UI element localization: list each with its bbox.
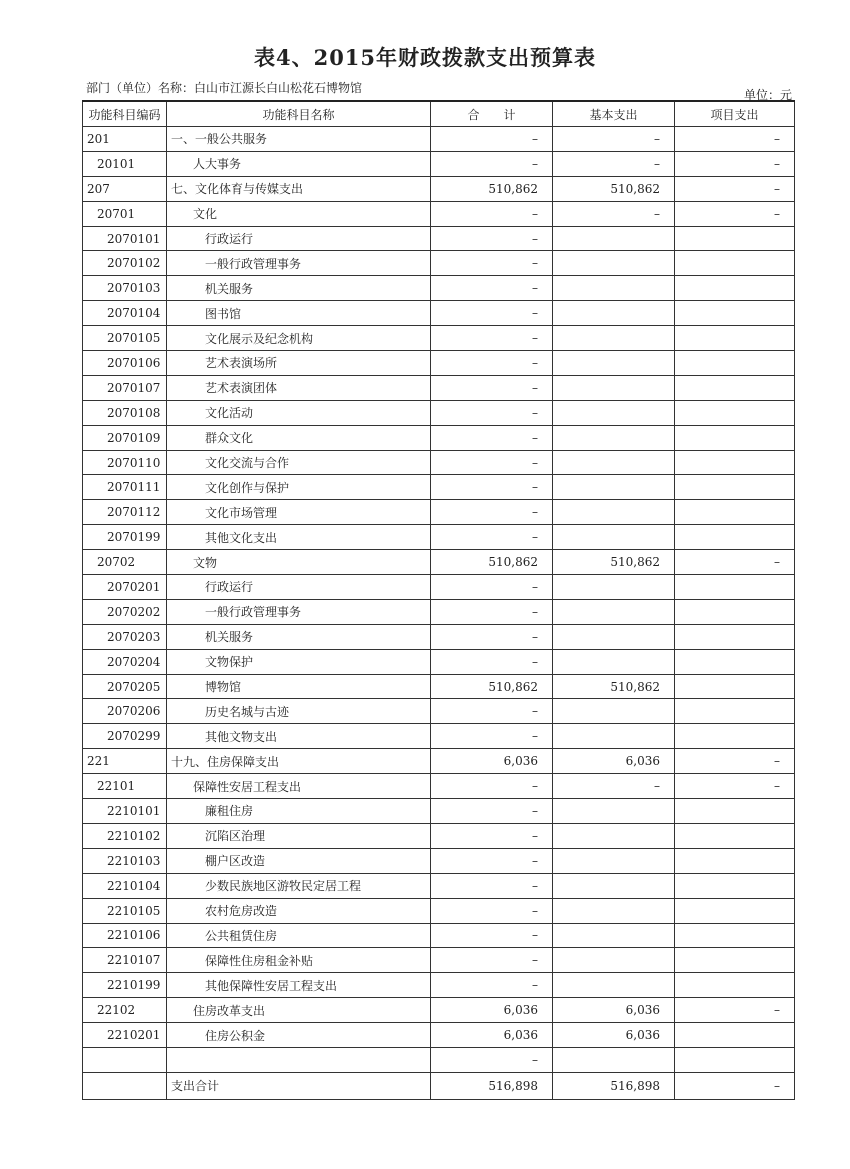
row-project [675, 624, 795, 649]
table-row [83, 400, 795, 425]
department-name: 部门（单位）名称：白山市江源长白山松花石博物馆 [86, 81, 363, 95]
row-code: 2070110 [83, 450, 167, 475]
table-row [83, 749, 795, 774]
row-code: 2070103 [83, 276, 167, 301]
row-project [675, 699, 795, 724]
row-name: 文化展示及纪念机构 [167, 326, 431, 351]
row-project [675, 400, 795, 425]
row-total: – [431, 948, 553, 973]
row-project [675, 450, 795, 475]
row-basic [553, 898, 675, 923]
row-project [675, 823, 795, 848]
row-project [675, 649, 795, 674]
row-basic [553, 351, 675, 376]
table-row [83, 973, 795, 998]
table-row [83, 575, 795, 600]
row-basic: – [553, 127, 675, 152]
row-total: 6,036 [431, 749, 553, 774]
table-row [83, 674, 795, 699]
total-label: 支出合计 [167, 1072, 431, 1099]
row-total: – [431, 475, 553, 500]
row-code: 2070299 [83, 724, 167, 749]
row-total: – [431, 699, 553, 724]
row-total: – [431, 226, 553, 251]
row-project: – [675, 774, 795, 799]
row-basic [553, 699, 675, 724]
row-basic: 6,036 [553, 998, 675, 1023]
header-project: 项目支出 [675, 101, 795, 127]
row-project [675, 948, 795, 973]
table-row [83, 1023, 795, 1048]
row-total: – [431, 500, 553, 525]
row-name: 保障性住房租金补贴 [167, 948, 431, 973]
budget-table [82, 100, 795, 1100]
row-basic [553, 500, 675, 525]
row-basic [553, 799, 675, 824]
row-code: 20701 [83, 201, 167, 226]
row-total: – [431, 599, 553, 624]
row-name: 文化活动 [167, 400, 431, 425]
row-project [675, 1047, 795, 1072]
header-basic: 基本支出 [553, 101, 675, 127]
table-row [83, 649, 795, 674]
total-basic: 516,898 [553, 1072, 675, 1099]
row-basic [553, 525, 675, 550]
table-row [83, 425, 795, 450]
total-row [83, 1072, 795, 1099]
row-name: 文化 [167, 201, 431, 226]
page-title: 表4、2015年财政拨款支出预算表 [253, 45, 597, 70]
row-code: 2070101 [83, 226, 167, 251]
row-basic [553, 301, 675, 326]
row-basic: 6,036 [553, 1023, 675, 1048]
row-code: 2070105 [83, 326, 167, 351]
row-basic: – [553, 201, 675, 226]
table-row [83, 823, 795, 848]
row-basic [553, 450, 675, 475]
table-header-row [83, 101, 795, 127]
row-basic: 6,036 [553, 749, 675, 774]
row-total: – [431, 724, 553, 749]
row-project [675, 848, 795, 873]
row-total: – [431, 251, 553, 276]
row-code: 2210107 [83, 948, 167, 973]
row-project: – [675, 998, 795, 1023]
row-code: 2070109 [83, 425, 167, 450]
row-code: 22102 [83, 998, 167, 1023]
row-total: – [431, 873, 553, 898]
row-name: 艺术表演场所 [167, 351, 431, 376]
row-name: 机关服务 [167, 624, 431, 649]
row-project [675, 500, 795, 525]
table-row [83, 450, 795, 475]
header-total: 合 计 [431, 101, 553, 127]
table-row [83, 226, 795, 251]
row-total: 510,862 [431, 674, 553, 699]
row-name: 艺术表演团体 [167, 375, 431, 400]
row-name: 文化创作与保护 [167, 475, 431, 500]
row-code: 2070107 [83, 375, 167, 400]
row-code: 207 [83, 176, 167, 201]
total-code [83, 1072, 167, 1099]
table-row [83, 475, 795, 500]
row-total: – [431, 848, 553, 873]
row-basic [553, 724, 675, 749]
row-project [675, 301, 795, 326]
row-code: 2210105 [83, 898, 167, 923]
row-name: 博物馆 [167, 674, 431, 699]
table-row [83, 923, 795, 948]
row-project: – [675, 201, 795, 226]
table-row [83, 848, 795, 873]
row-code: 221 [83, 749, 167, 774]
row-basic [553, 575, 675, 600]
table-row [83, 550, 795, 575]
row-code: 2210199 [83, 973, 167, 998]
row-name: 图书馆 [167, 301, 431, 326]
row-name: 行政运行 [167, 575, 431, 600]
row-project: – [675, 176, 795, 201]
row-project [675, 1023, 795, 1048]
row-name: 机关服务 [167, 276, 431, 301]
table-row [83, 500, 795, 525]
row-basic [553, 823, 675, 848]
row-basic: – [553, 774, 675, 799]
row-basic: 510,862 [553, 674, 675, 699]
row-name: 一、一般公共服务 [167, 127, 431, 152]
row-basic: – [553, 151, 675, 176]
row-code: 20702 [83, 550, 167, 575]
row-name: 文化交流与合作 [167, 450, 431, 475]
table-row [83, 599, 795, 624]
row-name [167, 1047, 431, 1072]
row-total: 510,862 [431, 176, 553, 201]
row-code: 2210102 [83, 823, 167, 848]
row-project [675, 599, 795, 624]
row-total: – [431, 127, 553, 152]
row-project [675, 425, 795, 450]
table-row [83, 724, 795, 749]
row-project [675, 674, 795, 699]
row-basic [553, 475, 675, 500]
row-basic [553, 375, 675, 400]
row-project [675, 923, 795, 948]
row-name: 文物 [167, 550, 431, 575]
currency-unit: 单位：元 [744, 88, 793, 102]
row-total: 6,036 [431, 1023, 553, 1048]
row-code: 22101 [83, 774, 167, 799]
row-code: 2070206 [83, 699, 167, 724]
header-name: 功能科目名称 [167, 101, 431, 127]
row-name: 人大事务 [167, 151, 431, 176]
table-row [83, 1047, 795, 1072]
row-project [675, 973, 795, 998]
row-project [675, 525, 795, 550]
table-row [83, 251, 795, 276]
table-row [83, 326, 795, 351]
row-code: 2210201 [83, 1023, 167, 1048]
row-name: 行政运行 [167, 226, 431, 251]
row-project [675, 251, 795, 276]
table-row [83, 774, 795, 799]
row-name: 文化市场管理 [167, 500, 431, 525]
row-code: 2070112 [83, 500, 167, 525]
row-basic [553, 848, 675, 873]
table-row [83, 525, 795, 550]
table-row [83, 375, 795, 400]
row-code: 20101 [83, 151, 167, 176]
row-basic: 510,862 [553, 550, 675, 575]
row-code: 2070104 [83, 301, 167, 326]
row-total: – [431, 1047, 553, 1072]
row-total: – [431, 649, 553, 674]
row-project: – [675, 151, 795, 176]
row-name: 文物保护 [167, 649, 431, 674]
row-total: – [431, 450, 553, 475]
table-row [83, 151, 795, 176]
row-basic [553, 1047, 675, 1072]
row-name: 其他文化支出 [167, 525, 431, 550]
row-code: 2070106 [83, 351, 167, 376]
row-total: – [431, 898, 553, 923]
row-project [675, 724, 795, 749]
row-basic [553, 326, 675, 351]
row-project [675, 575, 795, 600]
row-project [675, 873, 795, 898]
row-name: 廉租住房 [167, 799, 431, 824]
table-body [83, 127, 795, 1073]
table-row [83, 948, 795, 973]
row-name: 保障性安居工程支出 [167, 774, 431, 799]
row-total: – [431, 201, 553, 226]
row-project [675, 351, 795, 376]
table-row [83, 176, 795, 201]
row-basic [553, 973, 675, 998]
row-project [675, 375, 795, 400]
row-name: 住房公积金 [167, 1023, 431, 1048]
row-total: – [431, 351, 553, 376]
row-total: – [431, 301, 553, 326]
row-code: 2210106 [83, 923, 167, 948]
row-code: 2210101 [83, 799, 167, 824]
row-basic [553, 599, 675, 624]
row-code: 2070201 [83, 575, 167, 600]
row-total: – [431, 525, 553, 550]
row-code: 2070203 [83, 624, 167, 649]
table-row [83, 301, 795, 326]
row-name: 农村危房改造 [167, 898, 431, 923]
row-code: 201 [83, 127, 167, 152]
row-total: – [431, 624, 553, 649]
row-code [83, 1047, 167, 1072]
row-name: 一般行政管理事务 [167, 599, 431, 624]
row-project: – [675, 127, 795, 152]
row-project [675, 475, 795, 500]
row-code: 2070205 [83, 674, 167, 699]
row-basic [553, 649, 675, 674]
row-name: 棚户区改造 [167, 848, 431, 873]
row-name: 沉陷区治理 [167, 823, 431, 848]
row-basic [553, 276, 675, 301]
row-basic [553, 948, 675, 973]
row-total: – [431, 151, 553, 176]
row-name: 一般行政管理事务 [167, 251, 431, 276]
row-code: 2070199 [83, 525, 167, 550]
row-project [675, 276, 795, 301]
row-code: 2210104 [83, 873, 167, 898]
row-code: 2070202 [83, 599, 167, 624]
row-project: – [675, 550, 795, 575]
row-project: – [675, 749, 795, 774]
row-name: 十九、住房保障支出 [167, 749, 431, 774]
row-basic [553, 251, 675, 276]
row-total: – [431, 923, 553, 948]
table-row [83, 127, 795, 152]
row-name: 群众文化 [167, 425, 431, 450]
row-total: – [431, 425, 553, 450]
row-name: 历史名城与古迹 [167, 699, 431, 724]
row-total: – [431, 326, 553, 351]
row-total: – [431, 375, 553, 400]
row-code: 2070102 [83, 251, 167, 276]
row-total: – [431, 973, 553, 998]
row-code: 2070111 [83, 475, 167, 500]
row-basic: 510,862 [553, 176, 675, 201]
table-row [83, 699, 795, 724]
row-name: 少数民族地区游牧民定居工程 [167, 873, 431, 898]
header-code: 功能科目编码 [83, 101, 167, 127]
table-row [83, 898, 795, 923]
row-name: 住房改革支出 [167, 998, 431, 1023]
row-project [675, 898, 795, 923]
row-total: – [431, 774, 553, 799]
row-project [675, 799, 795, 824]
row-name: 公共租赁住房 [167, 923, 431, 948]
row-total: 6,036 [431, 998, 553, 1023]
row-project [675, 226, 795, 251]
row-project [675, 326, 795, 351]
total-total: 516,898 [431, 1072, 553, 1099]
row-total: – [431, 575, 553, 600]
table-row [83, 873, 795, 898]
table-row [83, 624, 795, 649]
row-code: 2070108 [83, 400, 167, 425]
row-basic [553, 425, 675, 450]
row-code: 2210103 [83, 848, 167, 873]
row-code: 2070204 [83, 649, 167, 674]
table-row [83, 998, 795, 1023]
row-total: 510,862 [431, 550, 553, 575]
row-name: 其他保障性安居工程支出 [167, 973, 431, 998]
table-row [83, 201, 795, 226]
row-name: 其他文物支出 [167, 724, 431, 749]
table-row [83, 351, 795, 376]
row-name: 七、文化体育与传媒支出 [167, 176, 431, 201]
row-basic [553, 624, 675, 649]
row-basic [553, 923, 675, 948]
row-total: – [431, 799, 553, 824]
total-project: – [675, 1072, 795, 1099]
row-basic [553, 873, 675, 898]
row-total: – [431, 400, 553, 425]
row-total: – [431, 276, 553, 301]
table-row [83, 799, 795, 824]
row-basic [553, 400, 675, 425]
table-row [83, 276, 795, 301]
row-total: – [431, 823, 553, 848]
row-basic [553, 226, 675, 251]
